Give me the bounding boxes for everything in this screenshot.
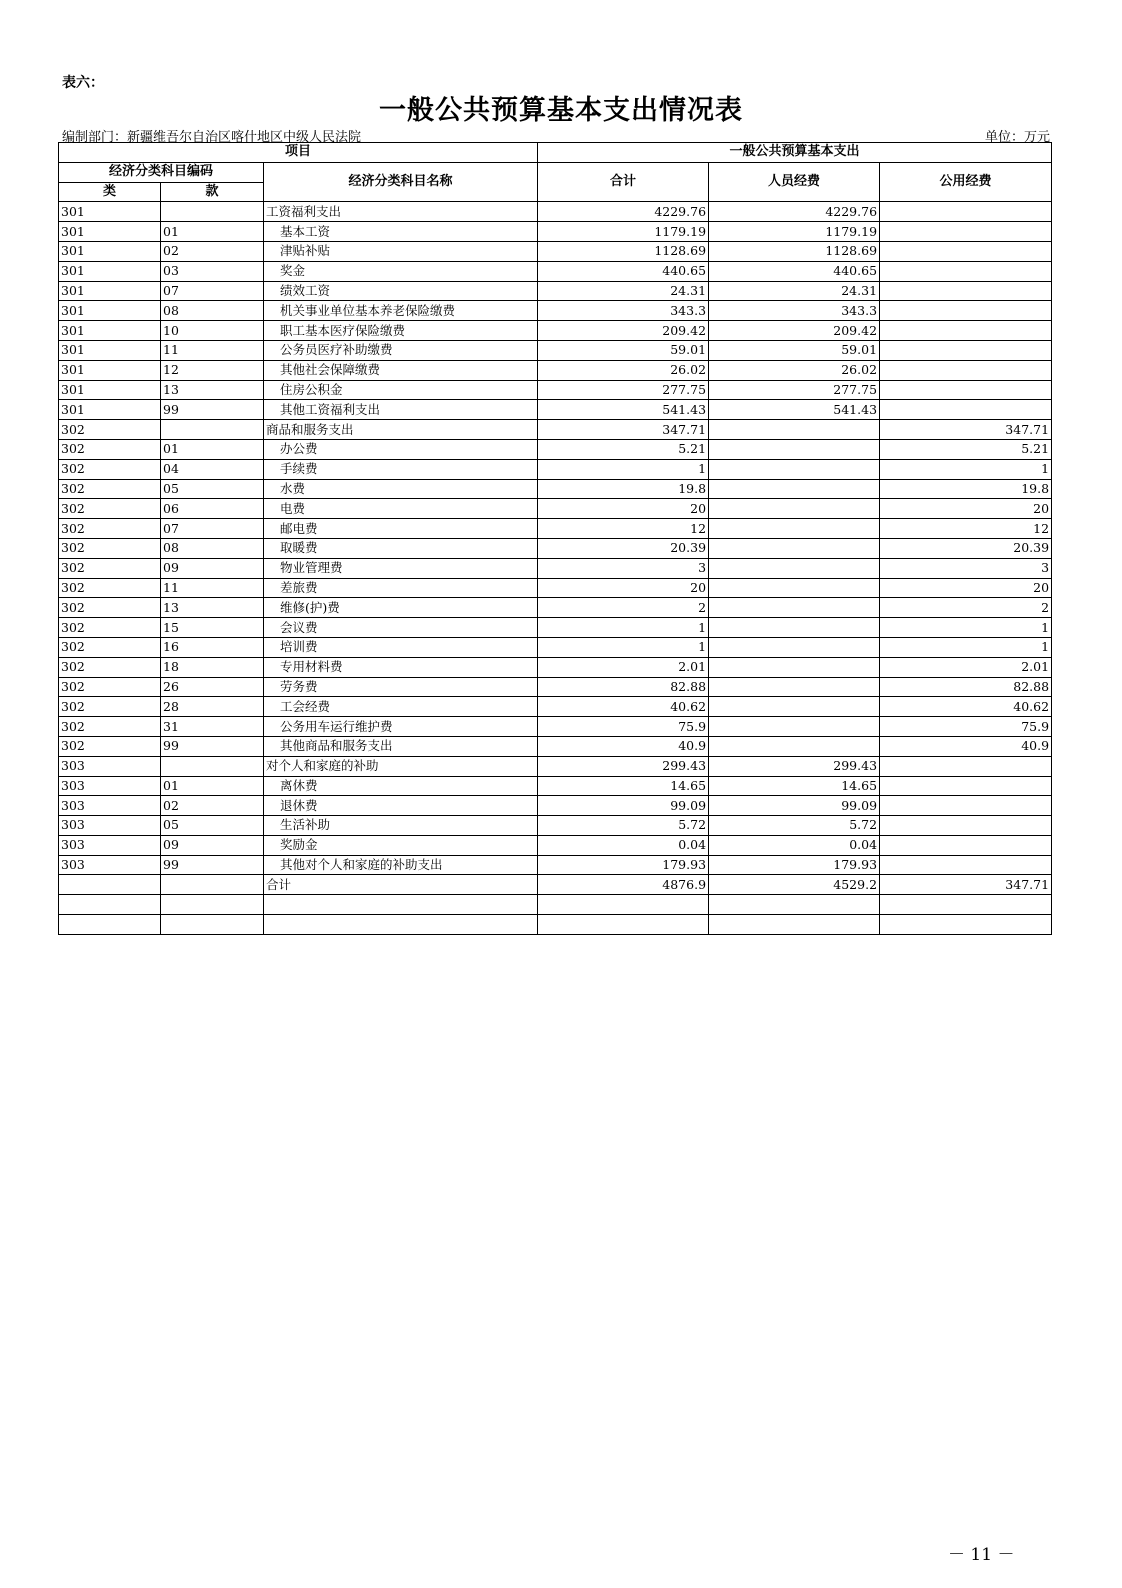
cell-total: 99.09 [538, 796, 709, 816]
cell-personnel [709, 697, 880, 717]
table-row [59, 321, 1052, 341]
cell-lei: 302 [59, 499, 161, 519]
table-row [59, 499, 1052, 519]
header-project: 项目 [59, 143, 538, 163]
cell-kuan [161, 915, 264, 935]
cell-lei: 301 [59, 340, 161, 360]
cell-lei [59, 875, 161, 895]
cell-lei: 302 [59, 538, 161, 558]
cell-lei: 301 [59, 261, 161, 281]
cell-total: 59.01 [538, 340, 709, 360]
cell-public [880, 816, 1052, 836]
cell-total: 347.71 [538, 420, 709, 440]
header-personnel: 人员经费 [709, 162, 880, 202]
cell-kuan [161, 202, 264, 222]
table-row [59, 519, 1052, 539]
budget-table [58, 142, 1052, 935]
table-row [59, 736, 1052, 756]
cell-kuan: 99 [161, 400, 264, 420]
cell-name: 办公费 [264, 439, 538, 459]
cell-lei: 301 [59, 202, 161, 222]
header-public: 公用经费 [880, 162, 1052, 202]
table-row [59, 241, 1052, 261]
cell-personnel: 179.93 [709, 855, 880, 875]
table-row [59, 895, 1052, 915]
cell-name [264, 915, 538, 935]
cell-name: 会议费 [264, 618, 538, 638]
cell-public [880, 241, 1052, 261]
cell-public: 3 [880, 558, 1052, 578]
cell-kuan: 18 [161, 657, 264, 677]
table-row [59, 618, 1052, 638]
cell-public [880, 915, 1052, 935]
cell-public: 1 [880, 637, 1052, 657]
table-body [59, 202, 1052, 934]
cell-kuan: 07 [161, 281, 264, 301]
cell-kuan: 16 [161, 637, 264, 657]
cell-lei: 302 [59, 420, 161, 440]
cell-total: 1 [538, 618, 709, 638]
cell-name: 工资福利支出 [264, 202, 538, 222]
cell-personnel [709, 657, 880, 677]
cell-kuan: 06 [161, 499, 264, 519]
cell-lei: 303 [59, 835, 161, 855]
table-row [59, 835, 1052, 855]
cell-lei: 302 [59, 459, 161, 479]
cell-lei: 302 [59, 519, 161, 539]
cell-personnel: 1128.69 [709, 241, 880, 261]
cell-public: 5.21 [880, 439, 1052, 459]
table-row [59, 855, 1052, 875]
cell-total: 1 [538, 459, 709, 479]
table-row [59, 598, 1052, 618]
cell-name: 邮电费 [264, 519, 538, 539]
cell-total: 40.9 [538, 736, 709, 756]
cell-public [880, 321, 1052, 341]
cell-lei: 302 [59, 736, 161, 756]
cell-kuan: 01 [161, 439, 264, 459]
cell-kuan: 99 [161, 855, 264, 875]
header-code-group: 经济分类科目编码 [59, 162, 264, 182]
cell-name: 退休费 [264, 796, 538, 816]
cell-kuan: 02 [161, 796, 264, 816]
cell-personnel: 1179.19 [709, 222, 880, 242]
unit-label: 单位：万元 [984, 130, 1050, 145]
table-row [59, 538, 1052, 558]
cell-lei: 302 [59, 618, 161, 638]
cell-public: 1 [880, 618, 1052, 638]
cell-public [880, 360, 1052, 380]
cell-total: 24.31 [538, 281, 709, 301]
cell-kuan: 13 [161, 380, 264, 400]
cell-lei: 303 [59, 756, 161, 776]
cell-kuan [161, 875, 264, 895]
cell-personnel [709, 618, 880, 638]
cell-public: 2.01 [880, 657, 1052, 677]
table-row [59, 915, 1052, 935]
cell-kuan: 08 [161, 301, 264, 321]
cell-name: 离休费 [264, 776, 538, 796]
cell-public [880, 895, 1052, 915]
cell-name: 公务用车运行维护费 [264, 717, 538, 737]
table-row [59, 697, 1052, 717]
cell-total: 40.62 [538, 697, 709, 717]
table-row [59, 222, 1052, 242]
cell-lei: 302 [59, 598, 161, 618]
cell-name: 维修(护)费 [264, 598, 538, 618]
cell-total: 82.88 [538, 677, 709, 697]
cell-total: 20.39 [538, 538, 709, 558]
cell-kuan [161, 756, 264, 776]
header-lei: 类 [59, 182, 161, 202]
cell-name: 津贴补贴 [264, 241, 538, 261]
cell-lei: 302 [59, 637, 161, 657]
cell-lei [59, 915, 161, 935]
cell-name: 绩效工资 [264, 281, 538, 301]
table-row [59, 875, 1052, 895]
cell-public [880, 776, 1052, 796]
table-row [59, 301, 1052, 321]
cell-kuan [161, 420, 264, 440]
cell-name: 机关事业单位基本养老保险缴费 [264, 301, 538, 321]
cell-name: 对个人和家庭的补助 [264, 756, 538, 776]
cell-personnel: 24.31 [709, 281, 880, 301]
cell-lei: 301 [59, 321, 161, 341]
cell-kuan: 01 [161, 222, 264, 242]
table-label: 表六： [62, 75, 104, 91]
cell-personnel: 4529.2 [709, 875, 880, 895]
cell-public [880, 796, 1052, 816]
page-number: － 11 － [948, 1545, 1015, 1565]
cell-name: 基本工资 [264, 222, 538, 242]
cell-lei: 301 [59, 400, 161, 420]
cell-lei: 301 [59, 360, 161, 380]
header-name: 经济分类科目名称 [264, 162, 538, 202]
cell-personnel [709, 519, 880, 539]
cell-lei: 302 [59, 717, 161, 737]
cell-name: 取暖费 [264, 538, 538, 558]
cell-total: 541.43 [538, 400, 709, 420]
cell-lei: 301 [59, 301, 161, 321]
cell-personnel [709, 895, 880, 915]
cell-personnel: 209.42 [709, 321, 880, 341]
cell-total: 75.9 [538, 717, 709, 737]
table-row [59, 479, 1052, 499]
cell-personnel: 99.09 [709, 796, 880, 816]
cell-public [880, 281, 1052, 301]
cell-public: 2 [880, 598, 1052, 618]
cell-personnel: 4229.76 [709, 202, 880, 222]
cell-public: 20.39 [880, 538, 1052, 558]
cell-name: 奖励金 [264, 835, 538, 855]
cell-public [880, 835, 1052, 855]
cell-kuan: 03 [161, 261, 264, 281]
cell-lei: 302 [59, 697, 161, 717]
cell-personnel: 26.02 [709, 360, 880, 380]
cell-personnel [709, 677, 880, 697]
cell-kuan: 15 [161, 618, 264, 638]
cell-name [264, 895, 538, 915]
cell-personnel [709, 499, 880, 519]
cell-kuan: 08 [161, 538, 264, 558]
cell-lei: 302 [59, 657, 161, 677]
page-title: 一般公共预算基本支出情况表 [379, 95, 743, 126]
cell-public [880, 340, 1052, 360]
cell-personnel [709, 558, 880, 578]
cell-total: 14.65 [538, 776, 709, 796]
cell-name: 公务员医疗补助缴费 [264, 340, 538, 360]
cell-total: 1179.19 [538, 222, 709, 242]
cell-personnel [709, 915, 880, 935]
cell-personnel [709, 598, 880, 618]
table-row [59, 380, 1052, 400]
cell-public: 82.88 [880, 677, 1052, 697]
cell-total: 2 [538, 598, 709, 618]
table-row [59, 261, 1052, 281]
cell-kuan: 31 [161, 717, 264, 737]
cell-public [880, 400, 1052, 420]
table-row [59, 816, 1052, 836]
cell-total: 440.65 [538, 261, 709, 281]
cell-personnel: 299.43 [709, 756, 880, 776]
department-label: 编制部门：新疆维吾尔自治区喀什地区中级人民法院 [62, 130, 362, 145]
cell-personnel: 59.01 [709, 340, 880, 360]
cell-total [538, 895, 709, 915]
cell-personnel: 277.75 [709, 380, 880, 400]
cell-personnel [709, 459, 880, 479]
cell-personnel: 541.43 [709, 400, 880, 420]
cell-total: 12 [538, 519, 709, 539]
cell-personnel [709, 637, 880, 657]
cell-name: 商品和服务支出 [264, 420, 538, 440]
cell-public: 12 [880, 519, 1052, 539]
cell-public: 1 [880, 459, 1052, 479]
cell-lei: 301 [59, 222, 161, 242]
table-row [59, 637, 1052, 657]
table-row [59, 578, 1052, 598]
table-row [59, 776, 1052, 796]
cell-public: 40.62 [880, 697, 1052, 717]
cell-personnel: 343.3 [709, 301, 880, 321]
cell-public: 40.9 [880, 736, 1052, 756]
cell-personnel [709, 420, 880, 440]
table-row [59, 558, 1052, 578]
table-row [59, 360, 1052, 380]
cell-public [880, 301, 1052, 321]
cell-lei: 302 [59, 578, 161, 598]
cell-name: 培训费 [264, 637, 538, 657]
table-row [59, 202, 1052, 222]
cell-name: 工会经费 [264, 697, 538, 717]
cell-name: 职工基本医疗保险缴费 [264, 321, 538, 341]
cell-kuan: 01 [161, 776, 264, 796]
cell-total [538, 915, 709, 935]
cell-name: 电费 [264, 499, 538, 519]
cell-public [880, 202, 1052, 222]
cell-lei [59, 895, 161, 915]
cell-lei: 301 [59, 281, 161, 301]
cell-kuan: 13 [161, 598, 264, 618]
cell-lei: 303 [59, 816, 161, 836]
cell-personnel: 0.04 [709, 835, 880, 855]
cell-personnel [709, 479, 880, 499]
cell-lei: 302 [59, 558, 161, 578]
cell-public [880, 380, 1052, 400]
cell-kuan: 11 [161, 578, 264, 598]
table-row [59, 439, 1052, 459]
cell-public [880, 261, 1052, 281]
cell-kuan: 11 [161, 340, 264, 360]
cell-kuan: 99 [161, 736, 264, 756]
cell-total: 5.21 [538, 439, 709, 459]
cell-total: 5.72 [538, 816, 709, 836]
cell-name: 生活补助 [264, 816, 538, 836]
cell-lei: 303 [59, 776, 161, 796]
cell-total: 3 [538, 558, 709, 578]
cell-public: 20 [880, 578, 1052, 598]
cell-name: 专用材料费 [264, 657, 538, 677]
cell-name: 合计 [264, 875, 538, 895]
cell-total: 1128.69 [538, 241, 709, 261]
cell-personnel: 14.65 [709, 776, 880, 796]
cell-personnel [709, 736, 880, 756]
cell-total: 277.75 [538, 380, 709, 400]
cell-kuan: 09 [161, 835, 264, 855]
cell-total: 2.01 [538, 657, 709, 677]
cell-total: 4876.9 [538, 875, 709, 895]
cell-kuan [161, 895, 264, 915]
cell-name: 奖金 [264, 261, 538, 281]
cell-personnel [709, 439, 880, 459]
table-row [59, 677, 1052, 697]
cell-total: 299.43 [538, 756, 709, 776]
cell-name: 手续费 [264, 459, 538, 479]
cell-public: 19.8 [880, 479, 1052, 499]
cell-name: 住房公积金 [264, 380, 538, 400]
cell-lei: 303 [59, 855, 161, 875]
cell-public [880, 756, 1052, 776]
table-row [59, 717, 1052, 737]
cell-lei: 301 [59, 380, 161, 400]
table-row [59, 459, 1052, 479]
cell-name: 其他对个人和家庭的补助支出 [264, 855, 538, 875]
cell-kuan: 28 [161, 697, 264, 717]
cell-lei: 302 [59, 479, 161, 499]
cell-kuan: 12 [161, 360, 264, 380]
table-row [59, 400, 1052, 420]
table-row [59, 756, 1052, 776]
cell-lei: 301 [59, 241, 161, 261]
table-row [59, 340, 1052, 360]
cell-name: 差旅费 [264, 578, 538, 598]
cell-total: 4229.76 [538, 202, 709, 222]
cell-kuan: 02 [161, 241, 264, 261]
cell-public: 20 [880, 499, 1052, 519]
cell-total: 19.8 [538, 479, 709, 499]
cell-total: 20 [538, 499, 709, 519]
cell-public: 347.71 [880, 420, 1052, 440]
cell-total: 26.02 [538, 360, 709, 380]
cell-total: 0.04 [538, 835, 709, 855]
cell-public [880, 855, 1052, 875]
cell-lei: 302 [59, 677, 161, 697]
cell-personnel: 440.65 [709, 261, 880, 281]
table-row [59, 796, 1052, 816]
table-row [59, 420, 1052, 440]
header-total: 合计 [538, 162, 709, 202]
cell-public [880, 222, 1052, 242]
cell-personnel: 5.72 [709, 816, 880, 836]
cell-public: 347.71 [880, 875, 1052, 895]
cell-personnel [709, 538, 880, 558]
cell-name: 劳务费 [264, 677, 538, 697]
cell-name: 其他社会保障缴费 [264, 360, 538, 380]
table-row [59, 657, 1052, 677]
cell-total: 179.93 [538, 855, 709, 875]
cell-kuan: 04 [161, 459, 264, 479]
cell-total: 343.3 [538, 301, 709, 321]
header-budget-group: 一般公共预算基本支出 [538, 143, 1052, 163]
cell-name: 物业管理费 [264, 558, 538, 578]
cell-name: 其他商品和服务支出 [264, 736, 538, 756]
cell-kuan: 10 [161, 321, 264, 341]
cell-kuan: 09 [161, 558, 264, 578]
cell-name: 其他工资福利支出 [264, 400, 538, 420]
cell-total: 1 [538, 637, 709, 657]
cell-public: 75.9 [880, 717, 1052, 737]
cell-lei: 303 [59, 796, 161, 816]
cell-kuan: 07 [161, 519, 264, 539]
cell-kuan: 26 [161, 677, 264, 697]
cell-personnel [709, 717, 880, 737]
table-row [59, 281, 1052, 301]
cell-total: 209.42 [538, 321, 709, 341]
cell-lei: 302 [59, 439, 161, 459]
header-kuan: 款 [161, 182, 264, 202]
cell-total: 20 [538, 578, 709, 598]
cell-kuan: 05 [161, 479, 264, 499]
cell-kuan: 05 [161, 816, 264, 836]
cell-personnel [709, 578, 880, 598]
cell-name: 水费 [264, 479, 538, 499]
